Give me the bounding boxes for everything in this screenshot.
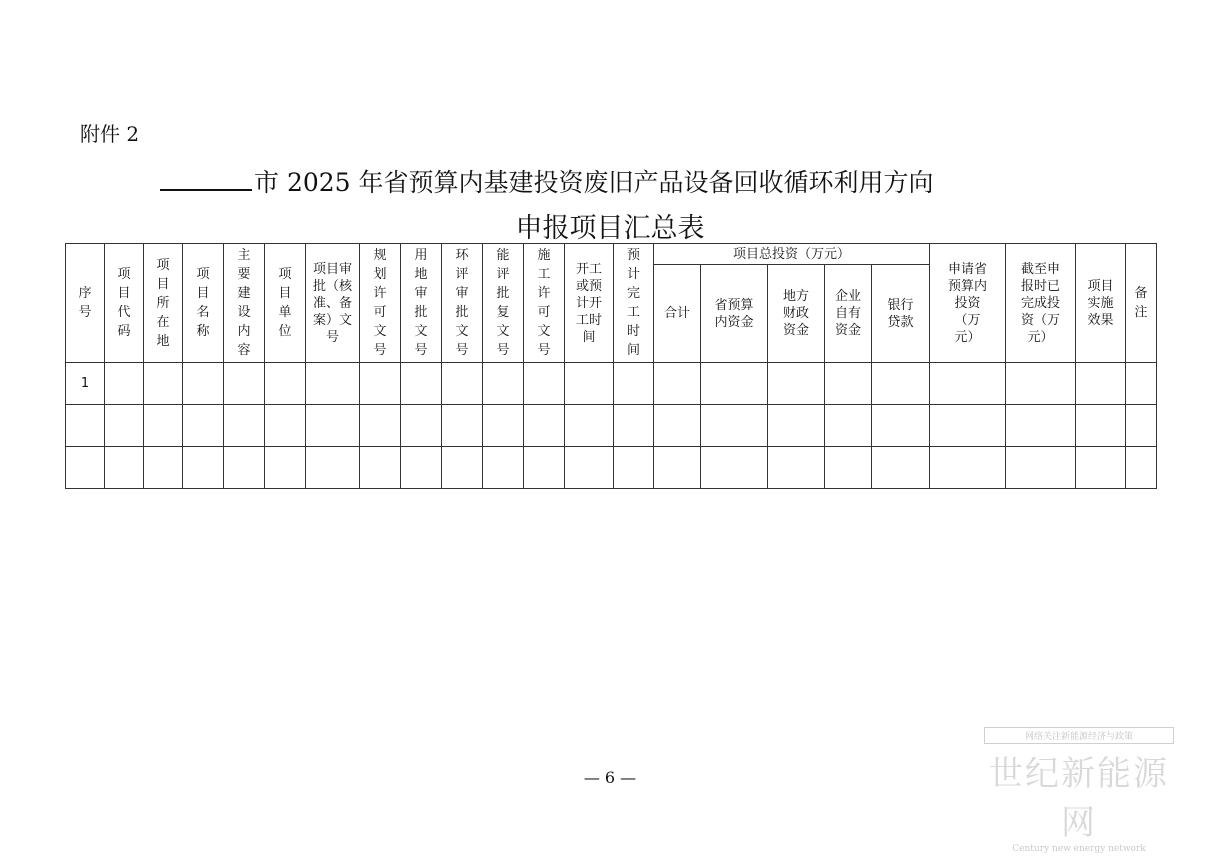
header-local-finance-text: 地方财政资金 xyxy=(782,289,809,338)
table-cell[interactable] xyxy=(105,405,144,447)
header-completed xyxy=(1006,244,1076,363)
header-location-text: 项目所在地 xyxy=(156,257,170,349)
title-line-2: 申报项目汇总表 xyxy=(515,213,705,244)
header-planning-text: 规划许可文号 xyxy=(373,248,387,358)
header-effect-text: 项目实施效果 xyxy=(1087,278,1114,328)
table-cell[interactable] xyxy=(105,363,144,405)
header-start-time-text: 开工或预计开工时间 xyxy=(575,261,602,345)
header-construction-text: 施工许可文号 xyxy=(537,248,551,358)
header-energy xyxy=(483,244,524,363)
table-cell[interactable] xyxy=(768,405,825,447)
header-content xyxy=(224,244,265,363)
header-finish-time xyxy=(614,244,654,363)
table-cell[interactable] xyxy=(930,363,1006,405)
table-cell[interactable] xyxy=(1076,447,1126,489)
header-apply-budget-text: 申请省预算内投资（万元） xyxy=(948,261,988,345)
summary-table xyxy=(65,243,1157,489)
title-line-1 xyxy=(160,163,1060,199)
table-cell[interactable] xyxy=(1006,363,1076,405)
table-cell[interactable] xyxy=(614,363,654,405)
table-cell[interactable] xyxy=(265,447,306,489)
header-total-investment xyxy=(654,244,930,265)
header-enterprise xyxy=(825,265,872,363)
table-cell[interactable] xyxy=(825,363,872,405)
table-cell[interactable] xyxy=(1006,405,1076,447)
table-cell[interactable] xyxy=(654,447,701,489)
table-cell[interactable] xyxy=(306,405,360,447)
table-cell[interactable] xyxy=(183,447,224,489)
header-energy-text: 能评批复文号 xyxy=(496,248,510,358)
table-cell[interactable] xyxy=(614,405,654,447)
table-cell[interactable] xyxy=(483,363,524,405)
table-cell[interactable] xyxy=(701,363,768,405)
row-seq xyxy=(66,405,105,447)
table-cell[interactable] xyxy=(930,405,1006,447)
header-approval-text: 项目审批（核准、备案）文号 xyxy=(312,261,352,345)
header-name-text: 项目名称 xyxy=(196,267,210,339)
table-cell[interactable] xyxy=(565,363,614,405)
header-enterprise-text: 企业自有资金 xyxy=(834,289,861,338)
table-cell[interactable] xyxy=(701,447,768,489)
table-cell[interactable] xyxy=(872,363,930,405)
header-total xyxy=(654,265,701,363)
header-remark-text: 备注 xyxy=(1134,286,1148,320)
row-seq xyxy=(66,447,105,489)
header-env xyxy=(442,244,483,363)
table-cell[interactable] xyxy=(483,405,524,447)
table-cell[interactable] xyxy=(483,447,524,489)
table-cell[interactable] xyxy=(654,405,701,447)
table-cell[interactable] xyxy=(930,447,1006,489)
header-seq-text: 序号 xyxy=(78,286,92,320)
table-cell[interactable] xyxy=(105,447,144,489)
table-cell[interactable] xyxy=(224,447,265,489)
watermark-tagline: 网络关注新能源经济与政策 xyxy=(984,727,1174,744)
row-seq: 1 xyxy=(66,363,105,405)
header-planning xyxy=(360,244,401,363)
table-cell[interactable] xyxy=(306,363,360,405)
table-cell[interactable] xyxy=(701,405,768,447)
header-apply-budget xyxy=(930,244,1006,363)
table-cell[interactable] xyxy=(1076,405,1126,447)
header-location xyxy=(144,244,183,363)
table-cell[interactable] xyxy=(768,363,825,405)
city-blank xyxy=(160,167,252,191)
attachment-label: 附件 2 xyxy=(80,122,140,146)
table-cell[interactable] xyxy=(768,447,825,489)
watermark-subtitle: Century new energy network xyxy=(1012,844,1146,854)
table-cell[interactable] xyxy=(360,405,401,447)
header-start-time xyxy=(565,244,614,363)
table-cell[interactable] xyxy=(401,447,442,489)
header-code-text: 项目代码 xyxy=(117,267,131,339)
table-cell[interactable] xyxy=(524,447,565,489)
header-construction xyxy=(524,244,565,363)
header-land-text: 用地审批文号 xyxy=(414,248,428,358)
table-cell[interactable] xyxy=(401,363,442,405)
table-cell[interactable] xyxy=(825,447,872,489)
table-cell[interactable] xyxy=(1126,447,1157,489)
table-cell[interactable] xyxy=(360,363,401,405)
header-provincial-budget-text: 省预算内资金 xyxy=(714,297,754,330)
page-number: — 6 — xyxy=(583,768,637,787)
table-cell[interactable] xyxy=(306,447,360,489)
table-cell[interactable] xyxy=(442,405,483,447)
table-cell[interactable] xyxy=(654,363,701,405)
table-cell[interactable] xyxy=(144,405,183,447)
table-cell[interactable] xyxy=(442,447,483,489)
header-finish-time-text: 预计完工时间 xyxy=(626,248,640,358)
header-seq xyxy=(66,244,105,363)
table-cell[interactable] xyxy=(872,405,930,447)
table-cell[interactable] xyxy=(401,405,442,447)
header-content-text: 主要建设内容 xyxy=(237,248,251,358)
table-cell[interactable] xyxy=(144,363,183,405)
table-cell[interactable] xyxy=(1126,363,1157,405)
header-bank-loan-text: 银行贷款 xyxy=(887,297,914,330)
table-cell[interactable] xyxy=(825,405,872,447)
table-cell[interactable] xyxy=(224,363,265,405)
watermark xyxy=(984,727,1174,854)
table-cell[interactable] xyxy=(442,363,483,405)
table-cell[interactable] xyxy=(872,447,930,489)
header-name xyxy=(183,244,224,363)
table-row xyxy=(66,405,1157,447)
table-cell[interactable] xyxy=(360,447,401,489)
header-unit xyxy=(265,244,306,363)
header-effect xyxy=(1076,244,1126,363)
table-cell[interactable] xyxy=(1126,405,1157,447)
header-approval xyxy=(306,244,360,363)
header-total-investment-text: 项目总投资（万元） xyxy=(733,246,851,262)
table-cell[interactable] xyxy=(224,405,265,447)
table-cell[interactable] xyxy=(565,405,614,447)
header-total-text: 合计 xyxy=(663,306,690,321)
header-code xyxy=(105,244,144,363)
table-cell[interactable] xyxy=(1006,447,1076,489)
header-bank-loan xyxy=(872,265,930,363)
table-row xyxy=(66,363,1157,405)
header-completed-text: 截至申报时已完成投资（万元） xyxy=(1021,261,1061,345)
header-provincial-budget xyxy=(701,265,768,363)
table-cell[interactable] xyxy=(524,405,565,447)
header-env-text: 环评审批文号 xyxy=(455,248,469,358)
table-cell[interactable] xyxy=(183,363,224,405)
table-cell[interactable] xyxy=(524,363,565,405)
header-unit-text: 项目单位 xyxy=(278,267,292,339)
table-cell[interactable] xyxy=(565,447,614,489)
title-line-1-text: 市 2025 年省预算内基建投资废旧产品设备回收循环利用方向 xyxy=(254,168,934,197)
watermark-logo: 世纪新能源网 xyxy=(989,754,1169,843)
table-cell[interactable] xyxy=(614,447,654,489)
table-row xyxy=(66,447,1157,489)
table-cell[interactable] xyxy=(265,405,306,447)
table-cell[interactable] xyxy=(144,447,183,489)
table-cell[interactable] xyxy=(265,363,306,405)
table-cell[interactable] xyxy=(183,405,224,447)
header-land xyxy=(401,244,442,363)
header-local-finance xyxy=(768,265,825,363)
table-cell[interactable] xyxy=(1076,363,1126,405)
header-remark xyxy=(1126,244,1157,363)
